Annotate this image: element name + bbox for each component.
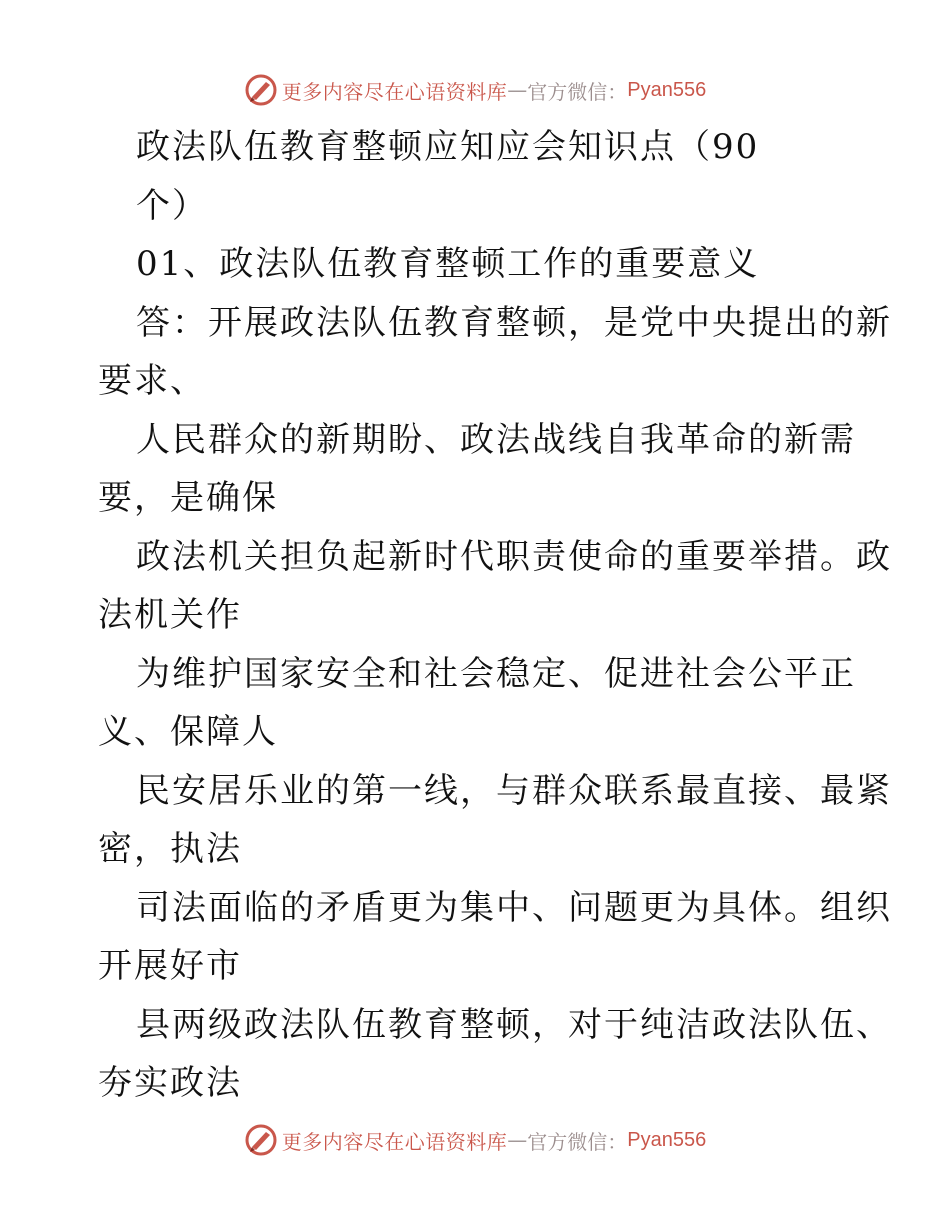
document-body bbox=[98, 118, 892, 1113]
section-heading-01: 01、政法队伍教育整顿工作的重要意义 bbox=[136, 244, 760, 284]
doc-title-line-1: 政法队伍教育整顿应知应会知识点（90 bbox=[136, 127, 760, 167]
paragraph-line: 要，是确保 bbox=[98, 478, 278, 518]
paragraph-line: 答：开展政法队伍教育整顿，是党中央提出的新 bbox=[136, 302, 892, 343]
paragraph-line: 为维护国家安全和社会稳定、促进社会公平正 bbox=[136, 653, 856, 694]
paragraph-line: 人民群众的新期盼、政法战线自我革命的新需 bbox=[136, 419, 856, 460]
wechat-label: 官方微信： bbox=[527, 1129, 628, 1154]
banner-text: 更多内容尽在心语资料库 bbox=[281, 1129, 508, 1154]
paragraph-line: 义、保障人 bbox=[98, 712, 278, 752]
banner-separator: — bbox=[507, 78, 528, 102]
red-pen-seal-icon bbox=[244, 73, 278, 107]
paragraph-line: 法机关作 bbox=[98, 595, 242, 635]
wechat-label: 官方微信： bbox=[527, 79, 628, 104]
banner-text: 更多内容尽在心语资料库 bbox=[281, 79, 508, 104]
doc-title-line-2: 个） bbox=[136, 185, 208, 226]
paragraph-line: 司法面临的矛盾更为集中、问题更为具体。组织 bbox=[136, 887, 892, 928]
paragraph-line: 民安居乐业的第一线，与群众联系最直接、最紧 bbox=[136, 770, 892, 811]
header-watermark-banner bbox=[0, 70, 950, 110]
wechat-id: Pyan556 bbox=[627, 1128, 707, 1151]
paragraph-line: 县两级政法队伍教育整顿，对于纯洁政法队伍、 bbox=[136, 1004, 892, 1045]
paragraph-line: 要求、 bbox=[98, 361, 206, 401]
banner-separator: — bbox=[507, 1128, 528, 1152]
wechat-id: Pyan556 bbox=[627, 78, 707, 101]
paragraph-line: 密，执法 bbox=[98, 829, 242, 869]
paragraph-line: 开展好市 bbox=[98, 946, 242, 986]
footer-watermark-banner bbox=[0, 1120, 950, 1160]
red-pen-seal-icon bbox=[244, 1123, 278, 1157]
paragraph-line: 政法机关担负起新时代职责使命的重要举措。政 bbox=[136, 536, 892, 577]
paragraph-line: 夯实政法 bbox=[98, 1063, 242, 1103]
